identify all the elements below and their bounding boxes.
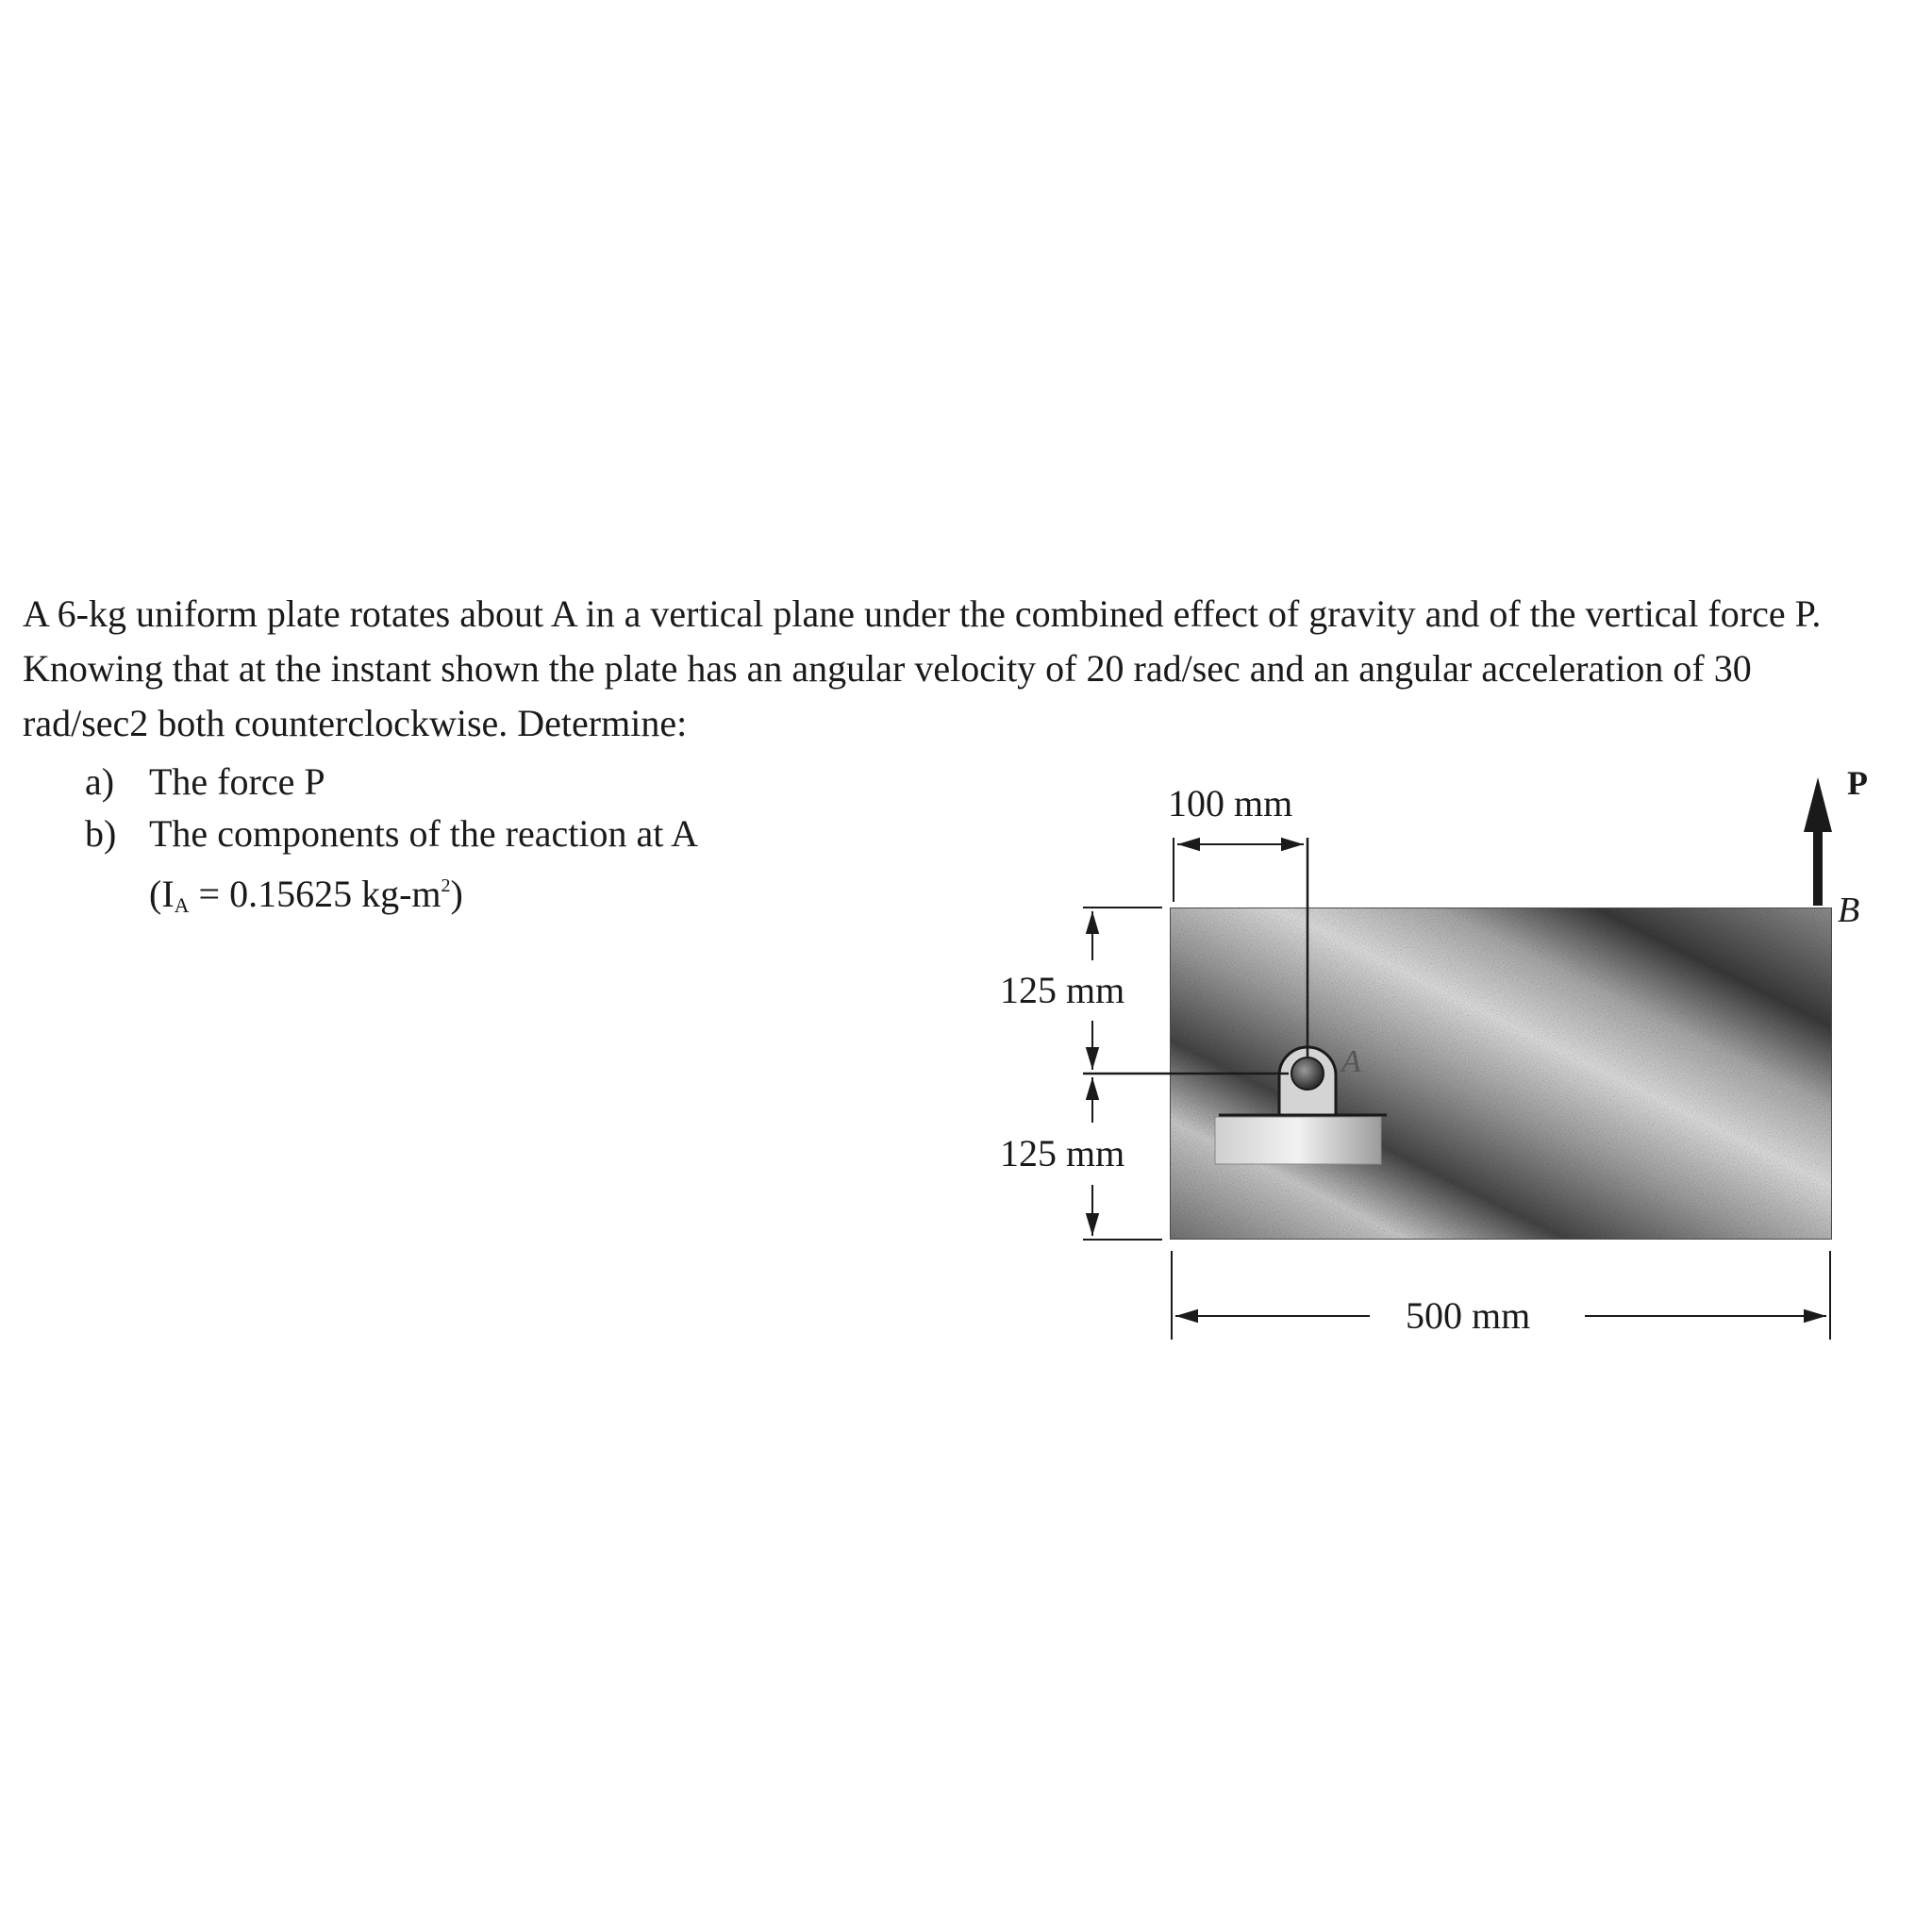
inertia-open: (I: [149, 873, 175, 915]
dim-top-label: 100 mm: [1168, 782, 1293, 824]
part-a-label: a): [85, 760, 115, 803]
force-p-label: P: [1847, 764, 1868, 802]
point-b-label: B: [1838, 891, 1860, 930]
inertia-value: = 0.15625 kg-m: [189, 873, 441, 915]
inertia-subscript: A: [174, 893, 190, 917]
dim-width-label: 500 mm: [1406, 1294, 1531, 1337]
force-p-shaft: [1813, 832, 1823, 906]
inertia-close: ): [450, 873, 463, 915]
dim-lower-label: 125 mm: [1000, 1132, 1125, 1174]
inertia-superscript: 2: [441, 875, 451, 896]
part-a-text: The force P: [149, 760, 325, 803]
part-b-text: The components of the reaction at A: [149, 812, 699, 855]
pivot-label: A: [1341, 1044, 1361, 1079]
dim-upper-label: 125 mm: [1000, 969, 1125, 1011]
problem-statement: A 6-kg uniform plate rotates about A in a vertical plane under the combined effect of gravity and of the vertical force P. Knowing that at the instant shown the plate has an angular velocity of 20 rad/sec and an angular acceleration of 30 rad/sec2 both counterclockwise. Determine:: [23, 592, 1822, 744]
pin-a: [1291, 1058, 1324, 1090]
force-p-arrowhead: [1804, 777, 1832, 832]
part-b-label: b): [85, 812, 117, 855]
support-base: [1215, 1117, 1381, 1164]
